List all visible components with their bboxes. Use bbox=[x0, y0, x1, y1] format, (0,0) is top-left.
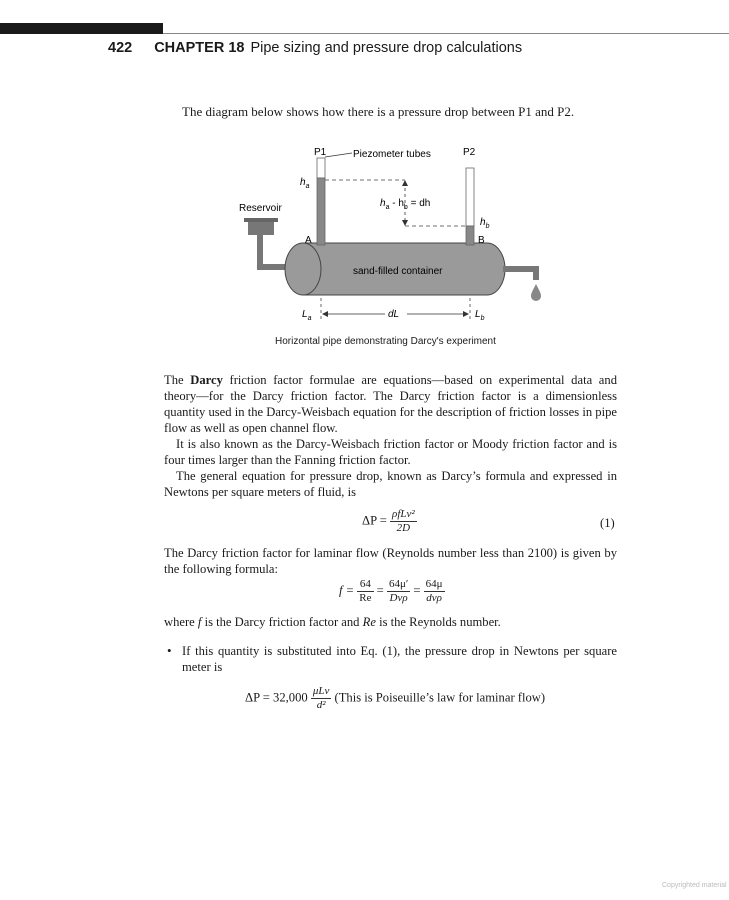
equation-darcy: ΔP = $\frac{\text{ρfLv²}}{2D}$ bbox=[362, 508, 415, 534]
label-reservoir: Reservoir bbox=[239, 203, 282, 214]
chapter-title: Pipe sizing and pressure drop calculations bbox=[250, 40, 523, 56]
tube-p1-empty bbox=[317, 158, 325, 178]
tubes-pointer bbox=[325, 153, 352, 157]
bullet-text: If this quantity is substituted into Eq. (1), the pressure drop in Newtons per square meter is bbox=[182, 644, 617, 674]
label-tubes: Piezometer tubes bbox=[353, 149, 431, 160]
reservoir-tank bbox=[248, 222, 274, 235]
paragraph-also-known: It is also known as the Darcy-Weisbach friction factor or Moody friction factor and is four times larger than the Fanning friction factor. bbox=[164, 437, 617, 467]
label-container: sand-filled container bbox=[353, 266, 443, 277]
intro-text: The diagram below shows how there is a pressure drop between P1 and P2. bbox=[182, 104, 575, 119]
dh-arrow-down bbox=[402, 220, 408, 226]
darcy-diagram bbox=[225, 143, 555, 333]
label-la: $L_a$ bbox=[302, 309, 312, 322]
running-header bbox=[108, 40, 522, 56]
label-dh: $h_a - h_b$ = dh bbox=[380, 198, 431, 211]
tube-p1-fill bbox=[317, 178, 325, 245]
reservoir-top bbox=[244, 218, 278, 222]
page-number: 422 bbox=[108, 40, 133, 56]
label-ha: $h_a$ bbox=[300, 177, 310, 190]
tube-p2-empty bbox=[466, 168, 474, 226]
label-lb: $L_b$ bbox=[475, 309, 485, 322]
tube-p2-fill bbox=[466, 226, 474, 245]
label-p2: P2 bbox=[463, 147, 476, 158]
equation-number: (1) bbox=[600, 516, 615, 530]
label-dl: dL bbox=[388, 309, 400, 320]
equation-friction-factor: f = $\frac{64}{Re}$ = $\frac{64\mu'}{\text{Dvρ}}$ = $\frac{64\mu}{\text{dvρ}}$ bbox=[339, 578, 443, 604]
dl-arrow-right bbox=[463, 311, 469, 317]
label-b: B bbox=[478, 235, 485, 246]
watermark: Copyrighted material bbox=[662, 882, 727, 889]
water-drop bbox=[531, 284, 541, 301]
header-rule bbox=[163, 33, 729, 34]
paragraph-laminar: The Darcy friction factor for laminar flow (Reynolds number less than 2100) is given by the following formula: bbox=[164, 546, 617, 576]
dl-arrow-left bbox=[322, 311, 328, 317]
chapter-label: CHAPTER 18 bbox=[154, 40, 245, 56]
equation-poiseuille: ΔP = 32,000 $\frac{\text{μLv}}{\text{d²}}$ (This is Poiseuille’s law for laminar flow) bbox=[245, 685, 546, 711]
paragraph-general-equation: The general equation for pressure drop, known as Darcy’s formula and expressed in Newtons per square meters of fluid, is bbox=[164, 469, 617, 499]
paragraph-where: where f is the Darcy friction factor and Re is the Reynolds number. bbox=[164, 615, 501, 629]
dh-arrow-up bbox=[402, 180, 408, 186]
reservoir-pipe-down bbox=[257, 235, 263, 268]
darcy-bold: Darcy bbox=[190, 373, 223, 387]
label-p1: P1 bbox=[314, 147, 327, 158]
header-bar bbox=[0, 23, 163, 34]
label-hb: $h_b$ bbox=[480, 217, 490, 230]
bullet-marker: • bbox=[167, 643, 172, 658]
paragraph-darcy: The Darcy friction factor formulae are equations—based on experimental data and theory—for the Darcy friction factor. The Darcy friction factor is a dimensionless quantity used in the Darcy-Weisbach equation for the description of friction losses in pipe flow as well as open channel flow. bbox=[164, 373, 617, 435]
figure-caption: Horizontal pipe demonstrating Darcy's experiment bbox=[275, 336, 496, 347]
outlet-pipe-down bbox=[533, 266, 539, 280]
label-a: A bbox=[305, 235, 312, 246]
